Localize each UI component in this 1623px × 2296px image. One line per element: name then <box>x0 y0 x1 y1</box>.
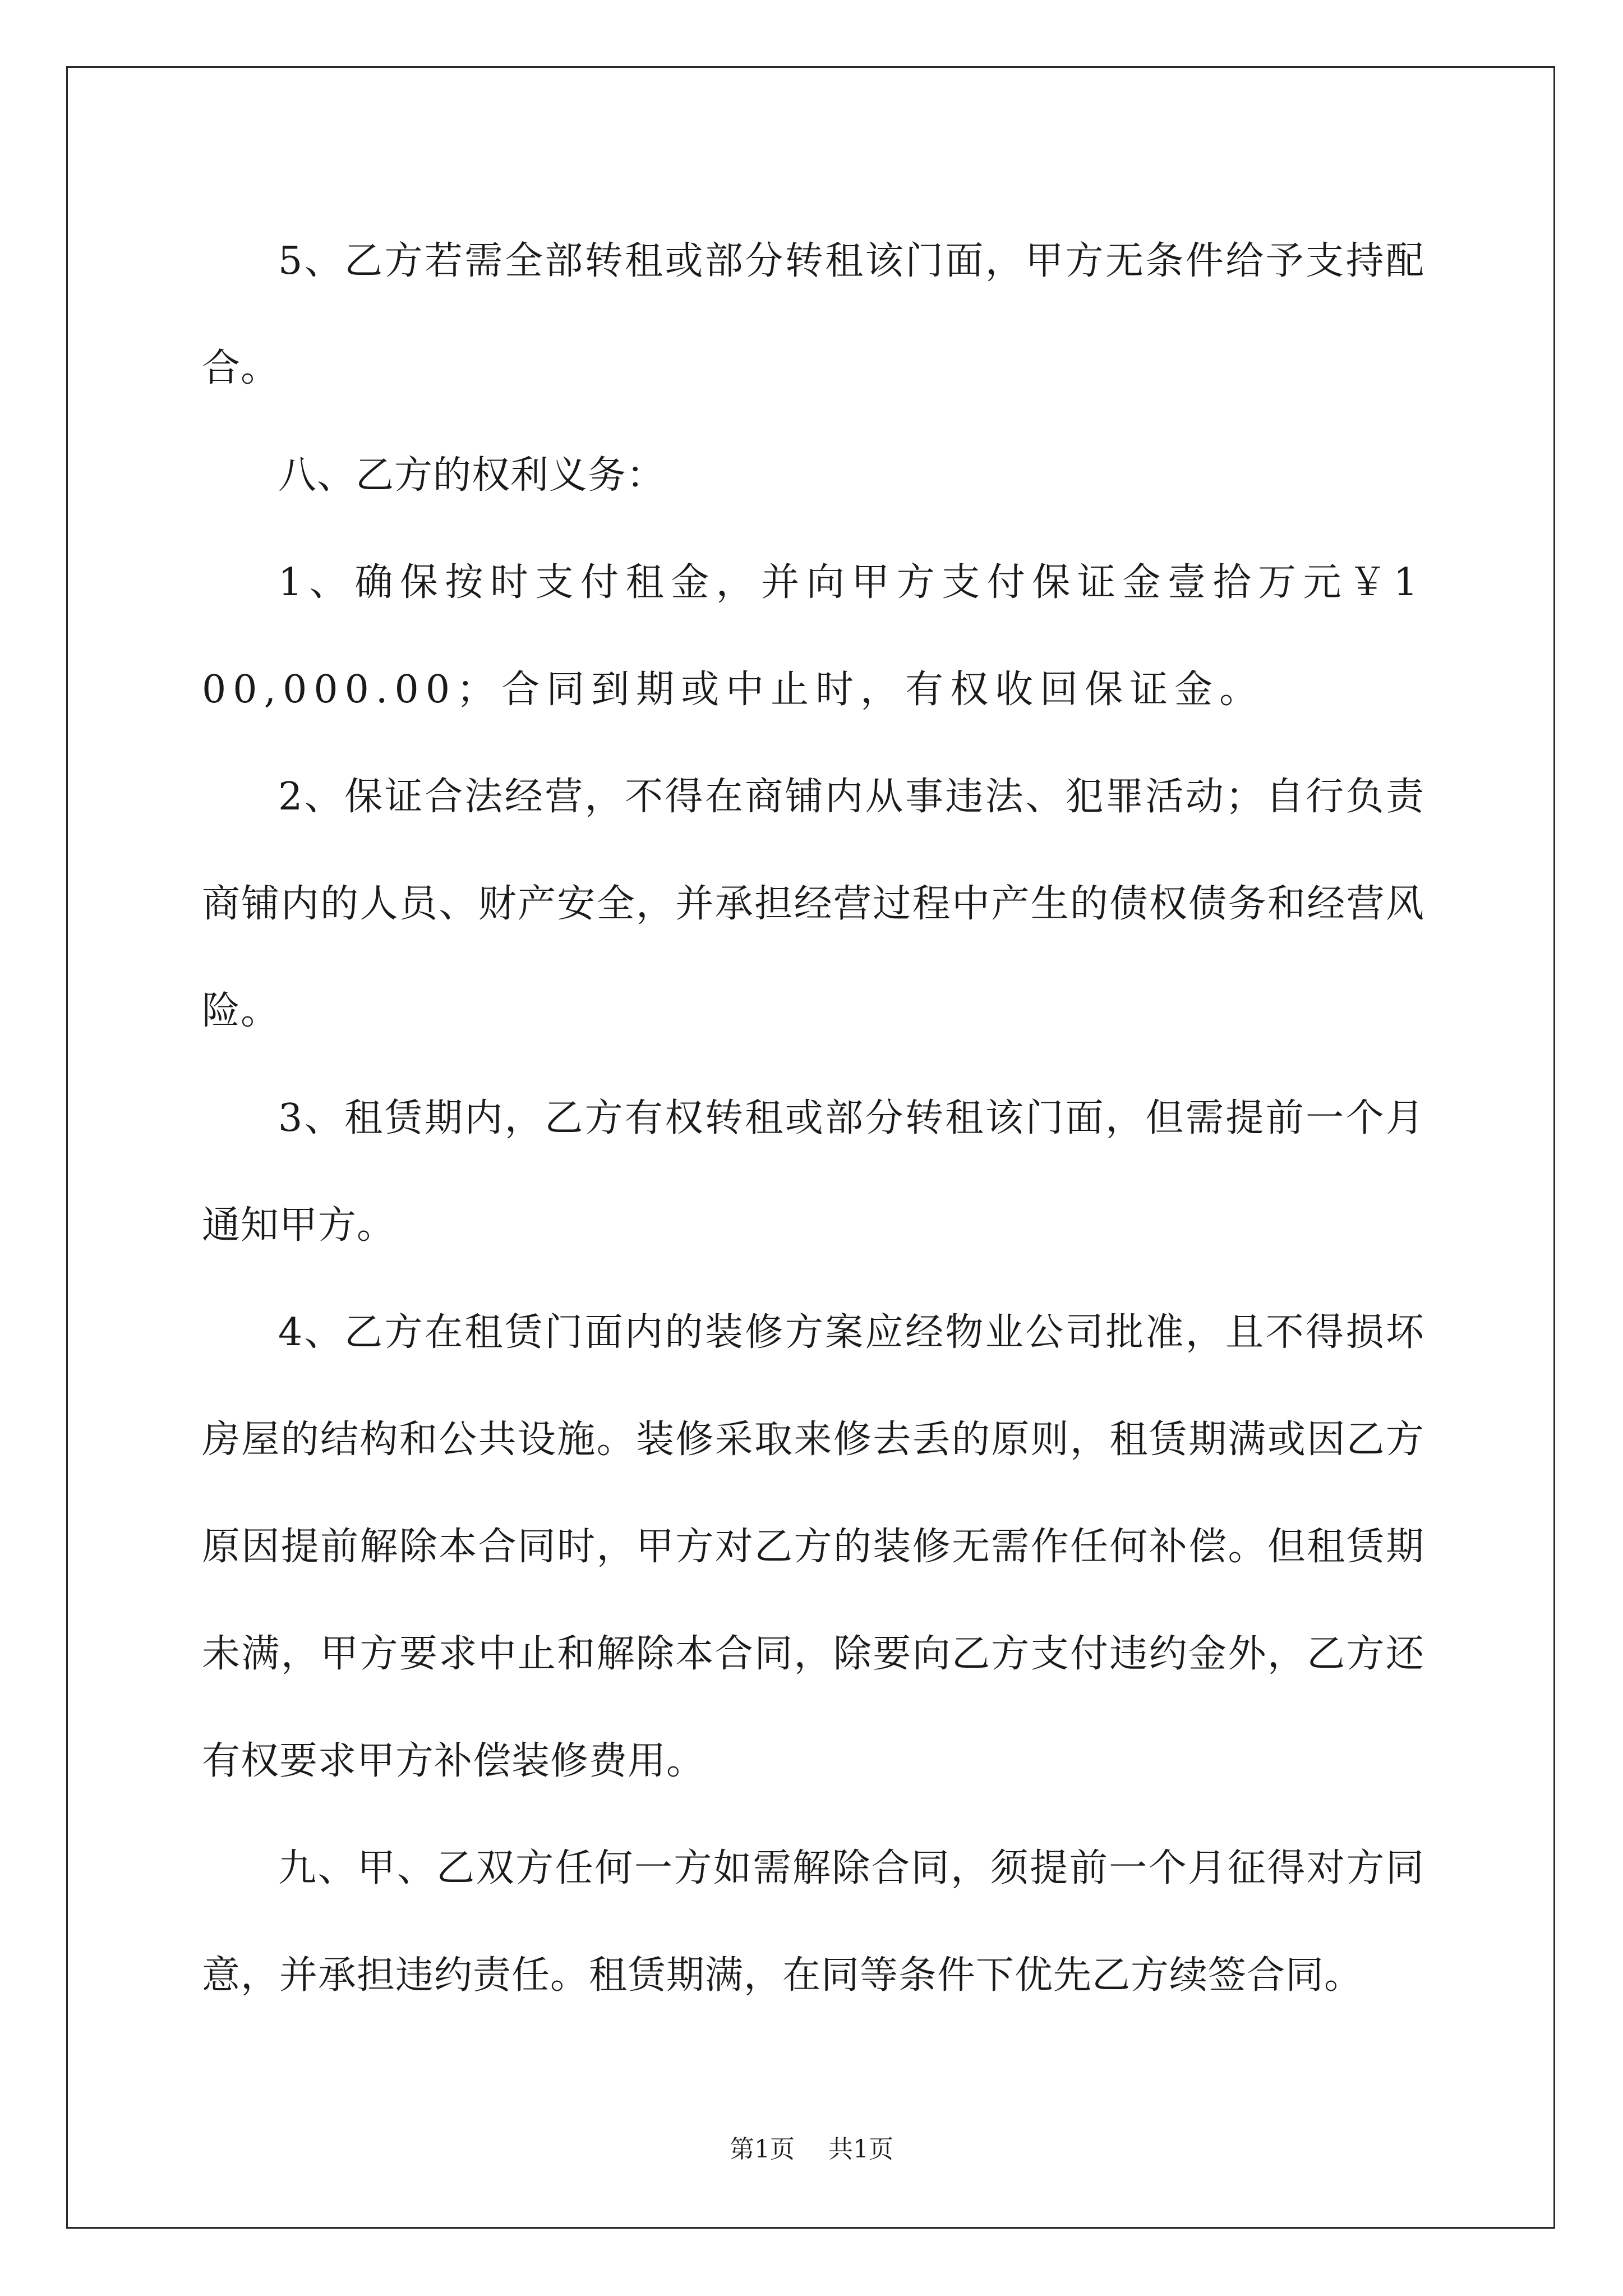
clause-3-sublet-notice: 3、租赁期内，乙方有权转租或部分转租该门面，但需提前一个月通知甲方。 <box>202 1096 1424 1248</box>
clause-4-renovation: 4、乙方在租赁门面内的装修方案应经物业公司批准，且不得损坏房屋的结构和公共设施。装修采取来修去丢的原则，租赁期满或因乙方原因提前解除本合同时，甲方对乙方的装修无需作任何补偿。但租赁期未满，甲方要求中止和解除本合同，除要向乙方支付违约金外，乙方还有权要求甲方补偿装修费用。 <box>202 1310 1424 1783</box>
clause-1-rent-deposit: 1、确保按时支付租金，并向甲方支付保证金壹拾万元￥100,000.00；合同到期或中止时，有权收回保证金。 <box>202 560 1424 712</box>
clause-5-sublet-support: 5、乙方若需全部转租或部分转租该门面，甲方无条件给予支持配合。 <box>202 239 1424 390</box>
page-number-current: 第1页 <box>730 2135 795 2164</box>
section-8-heading: 八、乙方的权利义务： <box>278 453 666 498</box>
page-number-total: 共1页 <box>828 2135 893 2164</box>
page-footer <box>0 2129 1623 2165</box>
clause-2-legal-operation: 2、保证合法经营，不得在商铺内从事违法、犯罪活动；自行负责商铺内的人员、财产安全，并承担经营过程中产生的债权债务和经营风险。 <box>202 775 1424 1033</box>
section-9-termination: 九、甲、乙双方任何一方如需解除合同，须提前一个月征得对方同意，并承担违约责任。租赁期满，在同等条件下优先乙方续签合同。 <box>202 1846 1424 1998</box>
document-body <box>202 208 1424 2029</box>
